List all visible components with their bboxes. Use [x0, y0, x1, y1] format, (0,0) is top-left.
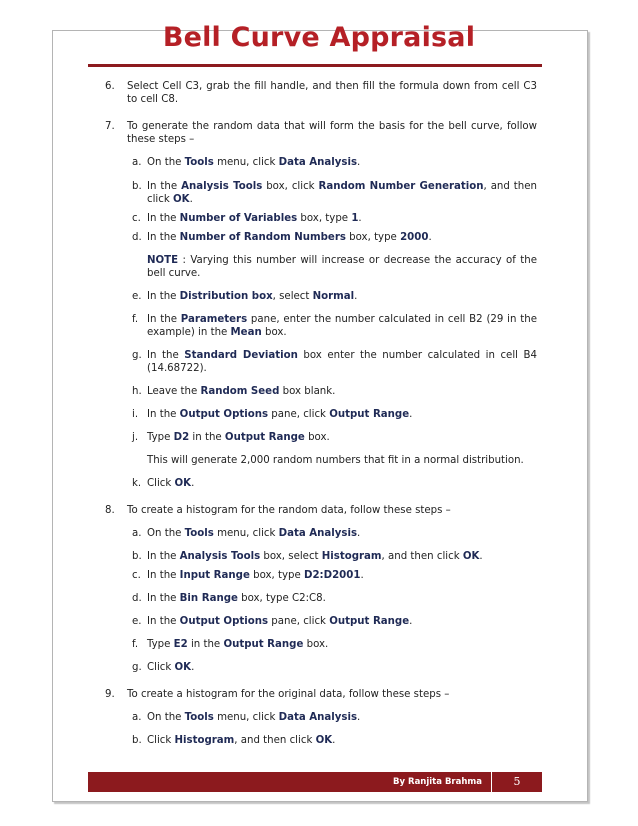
text-run: . [191, 662, 195, 673]
step-item [105, 688, 537, 701]
text-run: menu, click [213, 157, 279, 168]
text-run: . [409, 616, 413, 627]
text-run: Select Cell C3, grab the fill handle, and then fill the formula down from cell C3 to cell C8. [127, 81, 537, 105]
item-number: c. [132, 570, 141, 581]
text-run: , and then click [147, 181, 537, 205]
sub-step-item [132, 231, 537, 244]
text-run: On the [147, 528, 185, 539]
text-run: : Varying this number will increase or decrease the accuracy of the bell curve. [147, 255, 537, 279]
text-run: To create a histogram for the original data, follow these steps – [127, 689, 450, 700]
page-number: 5 [513, 775, 521, 788]
item-number: 9. [105, 689, 115, 700]
bold-term: NOTE [147, 255, 179, 266]
sub-step-item [132, 180, 537, 206]
text-run: On the [147, 712, 185, 723]
text-run: Type [147, 432, 174, 443]
page-title: Bell Curve Appraisal [162, 22, 476, 53]
sub-step-item [132, 592, 537, 605]
text-run: , and then click [381, 551, 463, 562]
text-run: In the [147, 570, 180, 581]
item-number: b. [132, 181, 142, 192]
item-number: g. [132, 350, 142, 361]
sub-step-item [132, 212, 537, 225]
text-run: To generate the random data that will form the basis for the bell curve, follow these steps – [127, 121, 537, 145]
bold-term: D2:D2001 [304, 570, 361, 581]
text-run: box, type [345, 232, 401, 243]
text-run: . [409, 409, 413, 420]
sub-step-item [132, 313, 537, 339]
step-item [105, 120, 537, 146]
item-number: j. [132, 432, 139, 443]
text-run: In the [147, 350, 185, 361]
bold-term: OK [462, 551, 480, 562]
bold-term: Normal [312, 291, 355, 302]
bold-term: Output Range [224, 432, 305, 443]
item-number: f. [132, 639, 139, 650]
bold-term: 1 [351, 213, 359, 224]
bold-term: OK [315, 735, 333, 746]
text-run: In the [147, 213, 180, 224]
bold-term: Input Range [179, 570, 250, 581]
bold-term: Tools [184, 528, 214, 539]
bold-term: Output Range [223, 639, 304, 650]
text-run: box, type C2:C8. [237, 593, 326, 604]
item-number: 8. [105, 505, 115, 516]
bold-term: Output Options [179, 409, 269, 420]
text-run: In the [147, 616, 180, 627]
item-number: a. [132, 712, 142, 723]
bold-term: Output Range [329, 616, 410, 627]
text-run: box. [304, 432, 330, 443]
text-run: . [354, 291, 358, 302]
text-run: . [332, 735, 336, 746]
text-run: To create a histogram for the random data, follow these steps – [127, 505, 451, 516]
text-run: box enter the number calculated in cell B4 (14.68722). [147, 350, 537, 374]
text-run: . [358, 213, 362, 224]
text-run: In the [147, 314, 181, 325]
sub-step-item [132, 638, 537, 651]
text-run: , select [272, 291, 313, 302]
step-item [105, 80, 537, 106]
text-run: , and then click [234, 735, 316, 746]
text-run: in the [189, 432, 225, 443]
text-run: pane, click [268, 409, 330, 420]
note-paragraph [147, 254, 537, 280]
text-run: box, click [262, 181, 319, 192]
text-run: menu, click [213, 528, 279, 539]
bold-term: Random Seed [200, 386, 280, 397]
item-number: d. [132, 232, 142, 243]
text-run: box blank. [279, 386, 336, 397]
item-number: f. [132, 314, 139, 325]
bold-term: E2 [173, 639, 188, 650]
sub-step-item [132, 734, 537, 747]
bold-term: Tools [184, 157, 214, 168]
sub-step-item [132, 290, 537, 303]
text-run: In the [147, 181, 182, 192]
bold-term: Tools [184, 712, 214, 723]
bold-term: Mean [230, 327, 262, 338]
item-number: 6. [105, 81, 115, 92]
text-run: pane, enter the number calculated in cell B2 (29 in the example) in the [147, 314, 537, 338]
text-run: box, select [260, 551, 322, 562]
footer-author: By Ranjita Brahma [393, 777, 482, 787]
bold-term: Bin Range [179, 593, 238, 604]
instruction-list [0, 80, 638, 747]
text-run: . [357, 157, 361, 168]
bold-term: Data Analysis [278, 528, 358, 539]
sub-step-item [132, 527, 537, 540]
bold-term: Number of Variables [179, 213, 298, 224]
sub-step-item [132, 408, 537, 421]
text-run: . [360, 570, 364, 581]
item-number: d. [132, 593, 142, 604]
text-run: . [428, 232, 432, 243]
sub-step-item [132, 661, 537, 674]
text-run: In the [147, 291, 180, 302]
bold-term: 2000 [400, 232, 429, 243]
text-run: box. [303, 639, 329, 650]
bold-term: Data Analysis [278, 712, 358, 723]
item-number: 7. [105, 121, 115, 132]
text-run: On the [147, 157, 185, 168]
text-run: menu, click [213, 712, 279, 723]
text-run: . [189, 194, 193, 205]
bold-term: Standard Deviation [184, 350, 298, 361]
item-number: a. [132, 157, 142, 168]
sub-step-item [132, 550, 537, 563]
bold-term: D2 [173, 432, 190, 443]
bold-term: OK [173, 194, 190, 205]
item-number: g. [132, 662, 142, 673]
text-run: Click [147, 478, 175, 489]
text-run: . [479, 551, 483, 562]
bold-term: Output Range [329, 409, 410, 420]
text-run: . [191, 478, 195, 489]
bold-term: Histogram [321, 551, 382, 562]
text-run: This will generate 2,000 random numbers that fit in a normal distribution. [147, 455, 524, 466]
bold-term: Data Analysis [278, 157, 358, 168]
text-run: In the [147, 232, 180, 243]
text-run: box, type [297, 213, 352, 224]
text-run: Click [147, 735, 175, 746]
note-paragraph [147, 454, 537, 467]
text-run: In the [147, 593, 180, 604]
text-run: In the [147, 409, 180, 420]
item-number: k. [132, 478, 142, 489]
bold-term: Random Number Generation [318, 181, 484, 192]
text-run: Type [147, 639, 174, 650]
title-underline [88, 64, 542, 67]
text-run: pane, click [268, 616, 330, 627]
item-number: h. [132, 386, 142, 397]
text-run: Click [147, 662, 175, 673]
bold-term: OK [174, 478, 192, 489]
step-item [105, 504, 537, 517]
text-run: In the [147, 551, 180, 562]
bold-term: OK [174, 662, 192, 673]
item-number: e. [132, 616, 142, 627]
item-number: a. [132, 528, 142, 539]
sub-step-item [132, 615, 537, 628]
item-number: e. [132, 291, 142, 302]
sub-step-item [132, 431, 537, 444]
item-number: c. [132, 213, 141, 224]
sub-step-item [132, 349, 537, 375]
sub-step-item [132, 385, 537, 398]
text-run: Leave the [147, 386, 201, 397]
footer-bar [88, 772, 542, 792]
bold-term: Parameters [180, 314, 248, 325]
text-run: box, type [249, 570, 304, 581]
sub-step-item [132, 711, 537, 724]
text-run: . [357, 712, 361, 723]
bold-term: Analysis Tools [181, 181, 263, 192]
item-number: b. [132, 735, 142, 746]
bold-term: Histogram [174, 735, 235, 746]
text-run: in the [187, 639, 224, 650]
sub-step-item [132, 156, 537, 169]
text-run: box. [261, 327, 287, 338]
sub-step-item [132, 477, 537, 490]
item-number: i. [132, 409, 139, 420]
sub-step-item [132, 569, 537, 582]
bold-term: Number of Random Numbers [179, 232, 346, 243]
item-number: b. [132, 551, 142, 562]
bold-term: Output Options [179, 616, 269, 627]
bold-term: Analysis Tools [179, 551, 261, 562]
text-run: . [357, 528, 361, 539]
bold-term: Distribution box [179, 291, 273, 302]
